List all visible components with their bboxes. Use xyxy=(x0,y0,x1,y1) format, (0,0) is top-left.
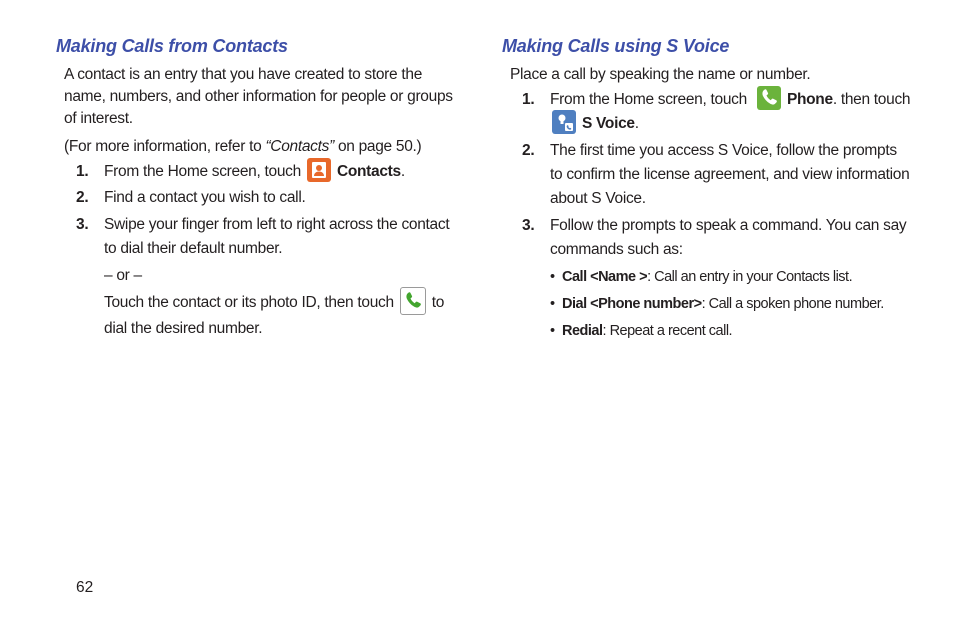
contacts-label: Contacts xyxy=(336,163,401,181)
heading-contacts: Making Calls from Contacts xyxy=(56,36,288,56)
step-number: 3. xyxy=(76,216,89,234)
step-text: Follow the prompts to speak a command. You can say commands such as: xyxy=(550,217,907,259)
phone-icon xyxy=(400,287,426,315)
list-item xyxy=(502,88,912,136)
contacts-icon xyxy=(307,158,331,182)
step-text-mid: . then touch xyxy=(832,91,911,109)
heading-s-voice: Making Calls using S Voice xyxy=(502,36,730,56)
reference-suffix: on page 50.) xyxy=(333,138,422,155)
or-separator xyxy=(56,264,461,288)
command-item xyxy=(502,318,912,345)
phone-icon xyxy=(757,86,781,110)
reference-link[interactable]: “Contacts” xyxy=(265,138,334,155)
step-text: From the Home screen, touch xyxy=(104,163,301,181)
step-number: 3. xyxy=(522,217,535,235)
step-text-end: . xyxy=(634,115,639,133)
s-voice-label: S Voice xyxy=(582,115,635,133)
list-item xyxy=(56,213,461,261)
list-item xyxy=(502,139,912,211)
step-number: 2. xyxy=(522,142,535,160)
bullet-dot: • xyxy=(550,323,555,340)
step-number: 1. xyxy=(76,163,89,180)
command-description: : Repeat a recent call. xyxy=(602,323,733,340)
step-number: 1. xyxy=(522,91,535,108)
step-text: Swipe your finger from left to right across the contact to dial their default number. xyxy=(104,216,450,258)
list-item xyxy=(502,214,912,262)
command-name: Redial xyxy=(562,323,603,340)
command-description: : Call a spoken phone number. xyxy=(701,296,884,313)
contacts-reference xyxy=(64,136,461,158)
step-text: The first time you access S Voice, follow the prompts to confirm the license agreement, and view information about S Voice. xyxy=(550,142,910,208)
list-item xyxy=(56,160,461,184)
step-text: Find a contact you wish to call. xyxy=(104,189,306,207)
contacts-intro: A contact is an entry that you have created to store the name, numbers, and other information for people or groups of interest. xyxy=(64,66,453,127)
command-item xyxy=(502,264,912,291)
s-voice-intro: Place a call by speaking the name or number. xyxy=(510,66,811,83)
touch-text-end: to dial the desired number. xyxy=(104,294,445,338)
bullet-dot: • xyxy=(550,269,555,286)
command-item xyxy=(502,291,912,318)
contacts-steps xyxy=(56,160,461,341)
left-column xyxy=(56,34,461,341)
touch-instruction xyxy=(56,289,461,341)
command-name: Call <Name > xyxy=(562,269,648,286)
step-text-end: . xyxy=(400,163,405,181)
touch-text: Touch the contact or its photo ID, then touch xyxy=(104,294,394,312)
right-column xyxy=(502,34,912,345)
step-text: From the Home screen, touch xyxy=(550,91,747,109)
or-text: – or – xyxy=(104,267,142,285)
list-item xyxy=(56,186,461,210)
command-name: Dial <Phone number> xyxy=(562,296,702,313)
command-description: : Call an entry in your Contacts list. xyxy=(647,269,853,286)
step-number: 2. xyxy=(76,189,89,207)
phone-label: Phone xyxy=(786,91,833,109)
page-number: 62 xyxy=(76,579,94,596)
s-voice-icon xyxy=(552,110,576,134)
reference-prefix: (For more information, refer to xyxy=(64,138,266,155)
s-voice-steps xyxy=(502,88,912,345)
bullet-dot: • xyxy=(550,296,555,313)
